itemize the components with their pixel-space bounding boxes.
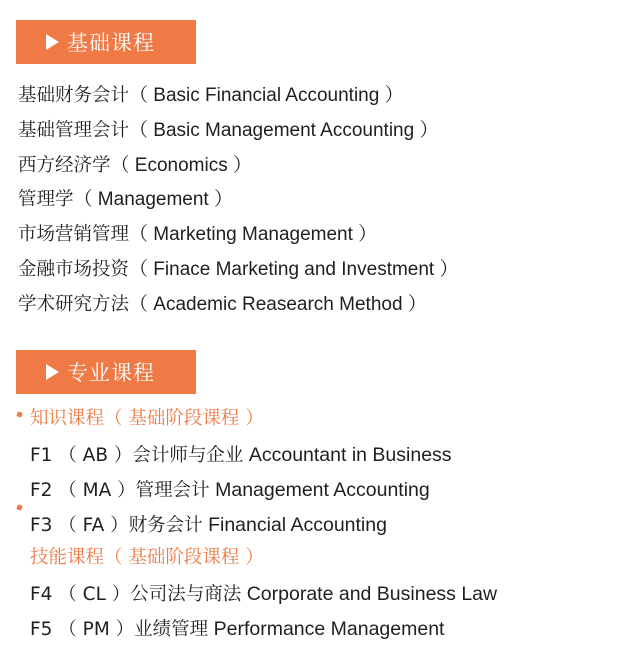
- course-code: F3 （ FA ）: [30, 515, 129, 536]
- course-name-cn: 管理学: [18, 189, 74, 211]
- course-name-en: Corporate and Business Law: [241, 583, 498, 605]
- course-name-en: Accountant in Business: [243, 444, 452, 466]
- list-item: [18, 185, 459, 220]
- course-name-en: Management Accounting: [209, 479, 430, 501]
- play-triangle-icon: [46, 364, 59, 380]
- knowledge-courses-heading: 知识课程（ 基础阶段课程 ）: [30, 408, 264, 429]
- skill-courses-heading: 技能课程（ 基础阶段课程 ）: [30, 547, 264, 568]
- basic-courses-header: [16, 20, 196, 64]
- course-name-en: （ Academic Reasearch Method ）: [129, 293, 427, 315]
- play-triangle-icon: [46, 34, 59, 50]
- course-code: F4 （ CL ）: [30, 584, 131, 605]
- course-name-en: （ Finace Marketing and Investment ）: [129, 258, 459, 280]
- basic-course-list: [18, 81, 459, 325]
- list-item: [30, 510, 387, 541]
- list-item: [18, 151, 459, 186]
- course-name-cn: 学术研究方法: [18, 293, 130, 315]
- list-item: [18, 116, 459, 151]
- list-item: [18, 220, 459, 255]
- course-name-cn: 公司法与商法: [130, 584, 242, 605]
- course-name-en: （ Basic Financial Accounting ）: [129, 85, 404, 106]
- course-name-cn: 基础管理会计: [18, 119, 130, 141]
- course-code: F2 （ MA ）: [30, 480, 136, 501]
- course-name-en: （ Management ）: [73, 189, 233, 211]
- course-name-cn: 管理会计: [135, 480, 210, 501]
- course-name-cn: 基础财务会计: [18, 85, 130, 106]
- course-name-cn: 业绩管理: [134, 619, 209, 640]
- bullet-dot-icon: [16, 504, 22, 510]
- basic-courses-title: 基础课程: [67, 31, 155, 55]
- list-item: [18, 81, 459, 116]
- course-code: F1 （ AB ）: [30, 445, 133, 466]
- course-name-en: Performance Management: [208, 618, 445, 640]
- course-name-en: （ Economics ）: [110, 154, 252, 176]
- list-item: [18, 290, 459, 325]
- pro-courses-header: [16, 350, 196, 394]
- list-item: [18, 255, 459, 290]
- course-name-cn: 市场营销管理: [18, 224, 130, 246]
- bullet-dot-icon: [16, 411, 22, 417]
- pro-courses-title: 专业课程: [67, 361, 155, 385]
- course-code: F5 （ PM ）: [30, 619, 135, 640]
- list-item: [30, 614, 444, 645]
- course-name-cn: 西方经济学: [18, 154, 111, 176]
- course-name-en: （ Marketing Management ）: [129, 224, 378, 246]
- list-item: [30, 475, 430, 506]
- course-name-en: （ Basic Management Accounting ）: [129, 119, 439, 141]
- course-name-cn: 会计师与企业: [132, 445, 244, 466]
- course-name-en: Financial Accounting: [202, 514, 387, 536]
- list-item: [30, 579, 497, 610]
- course-name-cn: 财务会计: [128, 515, 203, 536]
- course-name-cn: 金融市场投资: [18, 258, 130, 280]
- list-item: [30, 440, 452, 471]
